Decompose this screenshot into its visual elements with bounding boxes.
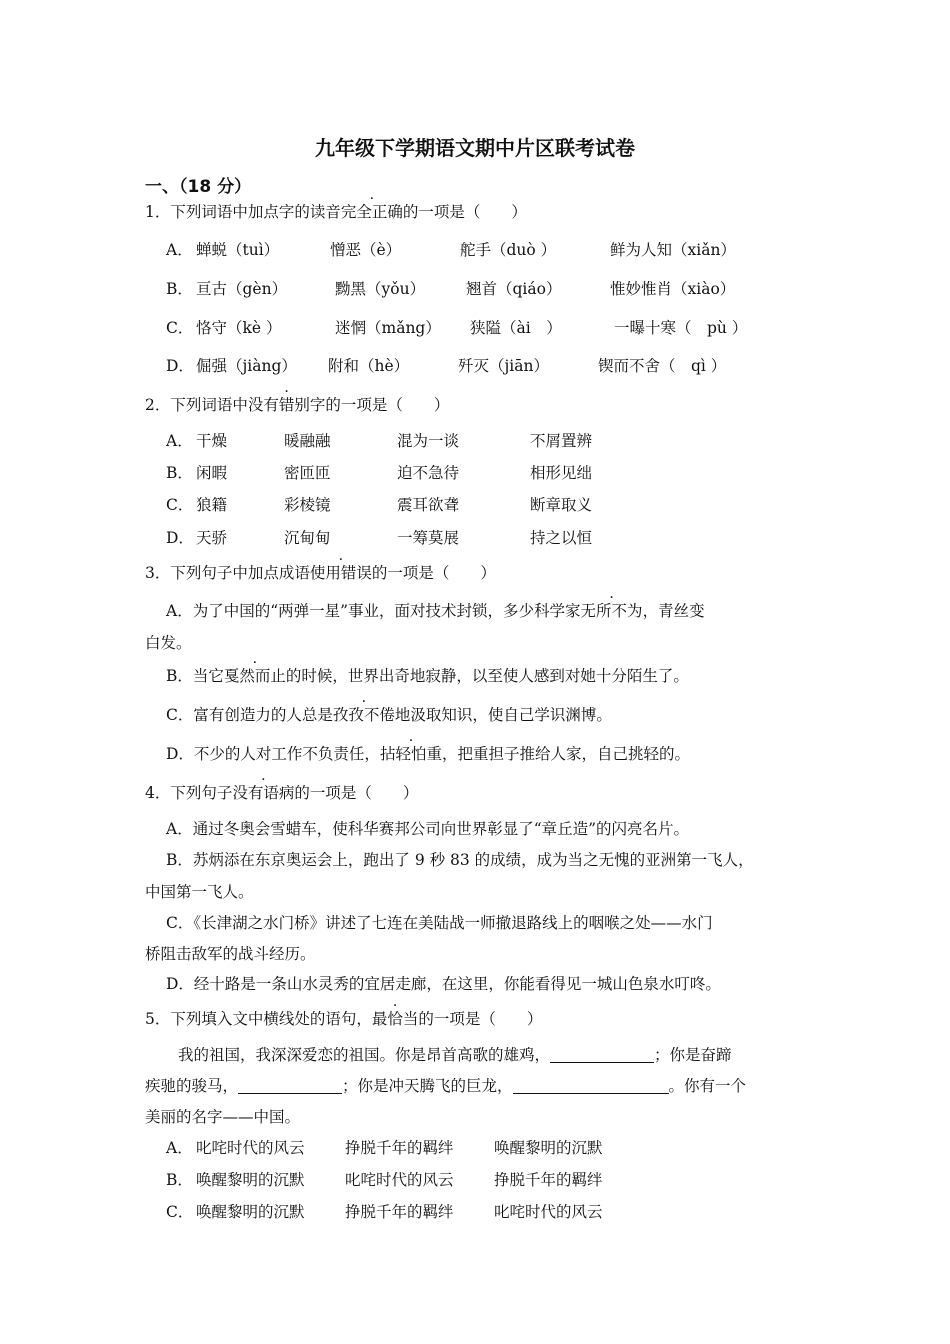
option-label: B． <box>166 280 193 298</box>
option-item: 黝黑（yǒu） <box>335 280 426 298</box>
option-label: A． <box>166 1139 193 1157</box>
question-1-stem: 1．下列词语中加点字的读音完全正确的一项是（ ） <box>145 203 527 221</box>
option-item: 蝉蜕（tuì） <box>196 241 280 259</box>
emphasis-dots: 戛然而止 <box>223 667 286 685</box>
option-item: 彩棱镜 <box>284 496 331 514</box>
option-item: 断章取义 <box>530 496 593 514</box>
option-item: 挣脱千年的羁绊 <box>345 1203 454 1221</box>
option-item: 干燥 <box>196 432 228 450</box>
question-4-option-c: C．《长津湖之水门桥》讲述了七连在美陆战一师撤退路线上的咽喉之处——水门 <box>166 914 713 932</box>
option-item: 持之以恒 <box>530 529 593 547</box>
question-4-stem: 4．下列句子没有语病的一项是（ ） <box>145 784 419 802</box>
option-item: 恪守（kè ） <box>196 319 282 337</box>
exam-title: 九年级下学期语文期中片区联考试卷 <box>315 136 635 160</box>
option-item: 附和（hè） <box>328 357 410 375</box>
option-item: 密匝匝 <box>284 464 331 482</box>
question-3-option-d: D．不少的人对工作不负责任，拈轻怕重，把重担子推给人家，自己挑轻的。 <box>166 745 690 763</box>
option-item: 沉甸甸 <box>284 529 331 547</box>
option-item: 唤醒黎明的沉默 <box>494 1139 603 1157</box>
option-item: 相形见绌 <box>530 464 593 482</box>
question-4-option-b: B．苏炳添在东京奥运会上，跑出了 9 秒 83 的成绩，成为当之无愧的亚洲第一飞人， <box>166 851 754 869</box>
option-label: D． <box>166 529 194 547</box>
option-item: 一曝十寒（ pù ） <box>614 319 748 337</box>
question-5-stem: 5．下列填入文中横线处的语句，最恰当的一项是（ ） <box>145 1010 543 1028</box>
emphasis-dots: 没有语病 <box>232 784 295 802</box>
option-item: 狼籍 <box>196 496 228 514</box>
answer-blank[interactable] <box>513 1077 669 1094</box>
option-item: 惟妙惟肖（xiào） <box>610 280 736 298</box>
option-item: 叱咤时代的风云 <box>196 1139 305 1157</box>
option-item: 唤醒黎明的沉默 <box>196 1171 305 1189</box>
option-item: 鲜为人知（xiǎn） <box>610 241 736 259</box>
answer-blank[interactable] <box>238 1077 342 1094</box>
emphasis-dots: 完全正确 <box>340 203 403 221</box>
emphasis-dots: · 没有错别字 <box>248 396 326 414</box>
question-3-option-c: C．富有创造力的人总是孜孜不倦地汲取知识，使自己学识渊博。 <box>166 706 612 724</box>
emphasis-dots: 最恰当 <box>371 1010 419 1028</box>
answer-blank[interactable] <box>550 1046 654 1063</box>
option-item: 迷惘（mǎng） <box>335 319 441 337</box>
question-4-option-a: A．通过冬奥会雪蜡车，使科华赛邦公司向世界彰显了“章丘造”的闪亮名片。 <box>166 820 690 838</box>
option-item: 狭隘（ài ） <box>470 319 562 337</box>
option-label: C． <box>166 496 194 514</box>
option-item: 迫不急待 <box>397 464 460 482</box>
option-label: B． <box>166 464 193 482</box>
option-item: 天骄 <box>196 529 228 547</box>
option-label: B． <box>166 1171 193 1189</box>
option-item: 舵手（duò ） <box>460 241 557 259</box>
question-4-option-b-cont: 中国第一飞人。 <box>145 883 254 901</box>
question-2-stem: 2．下列词语中· 没有错别字的一项是（ ） <box>145 393 449 415</box>
question-3-stem: 3．下列句子中加点成语使用错误的一项是（ ） <box>145 564 496 582</box>
question-4-option-c-cont: 桥阻击敌军的战斗经历。 <box>145 945 316 963</box>
section-heading: 一、（18 分） <box>145 177 252 197</box>
question-3-option-b: B．当它戛然而止的时候，世界出奇地寂静，以至使人感到对她十分陌生了。 <box>166 667 689 685</box>
option-item: 震耳欲聋 <box>397 496 460 514</box>
option-item: 倔强（jiàng） <box>196 357 297 375</box>
option-item: 歼灭（jiān） <box>458 357 549 375</box>
question-5-passage-line-2: 疾驰的骏马， ；你是冲天腾飞的巨龙， 。你有一个 <box>145 1077 747 1095</box>
option-item: 挣脱千年的羁绊 <box>345 1139 454 1157</box>
emphasis-dots: 无所不为 <box>580 602 643 620</box>
option-item: 锲而不舍（ qì ） <box>598 357 727 375</box>
option-item: 叱咤时代的风云 <box>494 1203 603 1221</box>
option-item: 亘古（gèn） <box>196 280 288 298</box>
option-item: 叱咤时代的风云 <box>345 1171 454 1189</box>
option-item: 一筹莫展 <box>397 529 460 547</box>
question-5-passage-line-1: 我的祖国，我深深爱恋的祖国。你是昂首高歌的雄鸡， ；你是奋蹄 <box>178 1046 732 1064</box>
emphasis-dots: 孜孜不倦 <box>332 706 395 724</box>
option-label: D． <box>166 357 194 375</box>
emphasis-dots: 拈轻怕重 <box>379 745 442 763</box>
option-item: 暖融融 <box>284 432 331 450</box>
option-item: 混为一谈 <box>397 432 460 450</box>
option-item: 闲暇 <box>196 464 228 482</box>
question-3-option-a: A．为了中国的“两弹一星”事业，面对技术封锁，多少科学家无所不为，青丝变 <box>166 602 705 620</box>
question-4-option-d: D．经十路是一条山水灵秀的宜居走廊，在这里，你能看得见一城山色泉水叮咚。 <box>166 975 721 993</box>
option-item: 挣脱千年的羁绊 <box>494 1171 603 1189</box>
option-label: A． <box>166 241 193 259</box>
option-label: A． <box>166 432 193 450</box>
option-label: C． <box>166 319 194 337</box>
option-item: 唤醒黎明的沉默 <box>196 1203 305 1221</box>
question-5-passage-line-3: 美丽的名字——中国。 <box>145 1108 301 1126</box>
option-item: 不屑置辨 <box>530 432 593 450</box>
question-3-option-a-cont: 白发。 <box>145 634 192 652</box>
option-label: C． <box>166 1203 194 1221</box>
option-item: 翘首（qiáo） <box>466 280 562 298</box>
option-item: 憎恶（è） <box>330 241 402 259</box>
emphasis-dots: 使用错误 <box>309 564 372 582</box>
